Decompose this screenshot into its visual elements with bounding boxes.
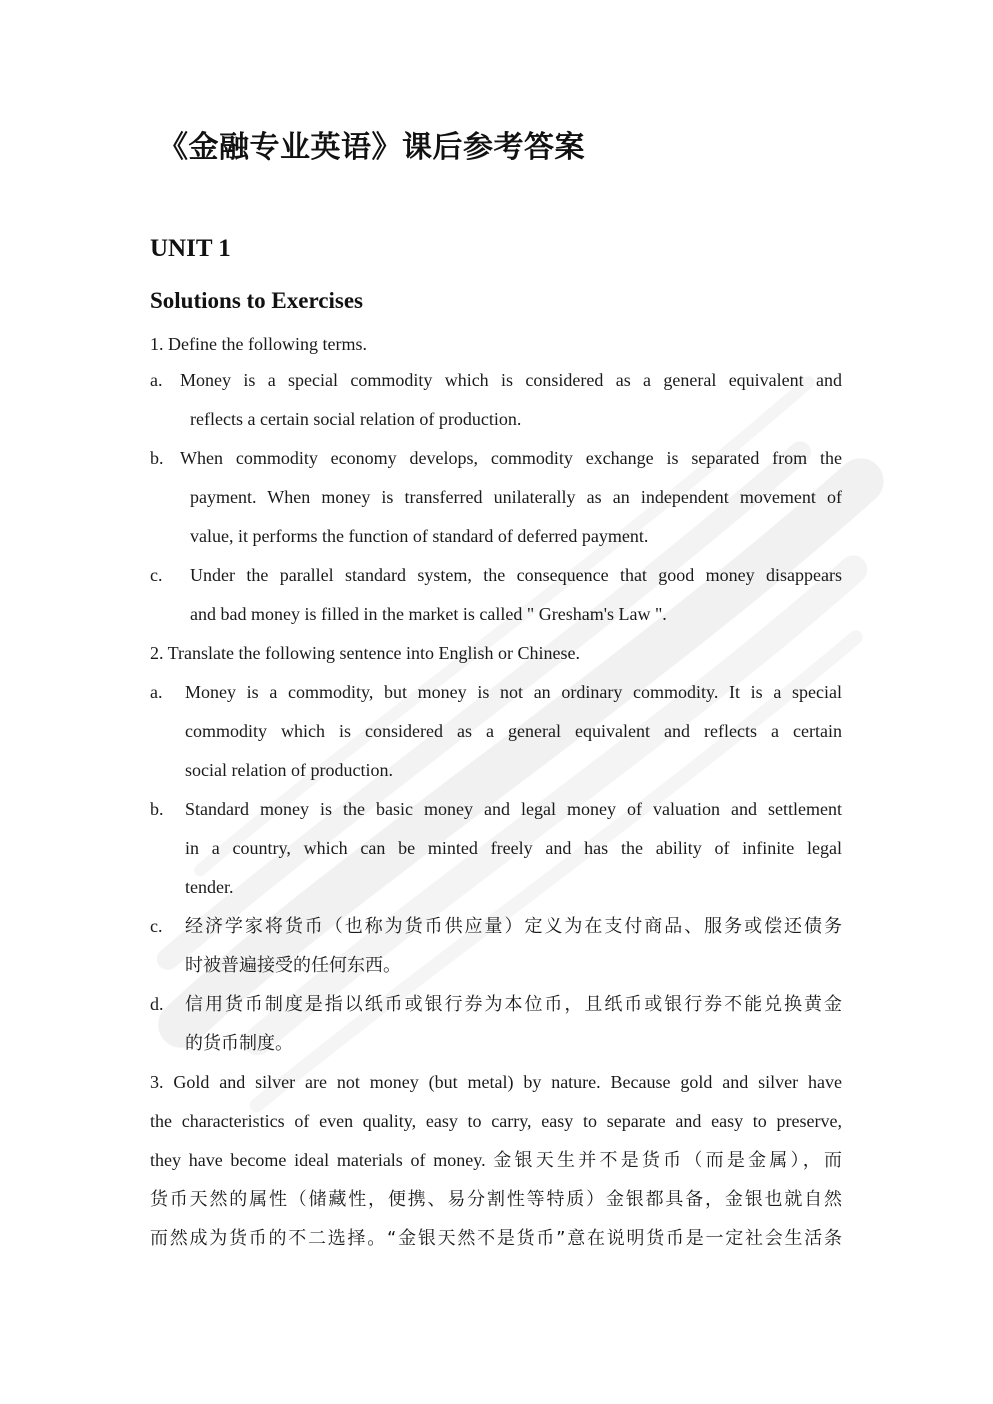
question-1-heading: 1. Define the following terms.: [150, 334, 367, 354]
q1-a-line-1: Money is a special commodity which is considered as a general equivalent and: [180, 370, 842, 390]
q3-line-2: the characteristics of even quality, easy to carry, easy to separate and easy to preserve,: [150, 1111, 842, 1131]
q2-a-line-1: Money is a commodity, but money is not an ordinary commodity. It is a special: [185, 682, 842, 702]
q1-b-line-3: value, it performs the function of standard of deferred payment.: [190, 526, 649, 546]
q3-line-4: 货币天然的属性（储藏性，便携、易分割性等特质）金银都具备，金银也就自然: [150, 1189, 842, 1210]
q2-d-line-1: 信用货币制度是指以纸币或银行券为本位币，且纸币或银行券不能兑换黄金: [185, 994, 842, 1015]
q3-line-1: 3. Gold and silver are not money (but metal) by nature. Because gold and silver have: [150, 1072, 842, 1092]
q2-d-line-2: 的货币制度。: [185, 1033, 293, 1054]
item-marker: b.: [150, 799, 164, 819]
q2-c-line-2: 时被普遍接受的任何东西。: [185, 955, 401, 976]
item-marker: a.: [150, 370, 163, 390]
q2-b-line-2: in a country, which can be minted freely and has the ability of infinite legal: [185, 838, 842, 858]
unit-heading: UNIT 1: [150, 235, 231, 262]
q3-line-3: they have become ideal materials of money. 金银天生并不是货币（而是金属），而: [150, 1150, 842, 1170]
q1-c-line-2: and bad money is filled in the market is called " Gresham's Law ".: [190, 604, 667, 624]
q2-c-line-1: 经济学家将货币（也称为货币供应量）定义为在支付商品、服务或偿还债务: [185, 916, 842, 937]
item-marker: a.: [150, 682, 163, 702]
q1-b-line-1: When commodity economy develops, commodity exchange is separated from the: [180, 448, 842, 468]
q2-b-line-3: tender.: [185, 877, 234, 897]
item-marker: b.: [150, 448, 164, 468]
document-title: 《金融专业英语》课后参考答案: [158, 130, 585, 165]
q1-a-line-2: reflects a certain social relation of production.: [190, 409, 522, 429]
question-2-heading: 2. Translate the following sentence into English or Chinese.: [150, 643, 580, 663]
q2-a-line-2: commodity which is considered as a general equivalent and reflects a certain: [185, 721, 842, 741]
item-marker: d.: [150, 994, 164, 1014]
q1-b-line-2: payment. When money is transferred unilaterally as an independent movement of: [190, 487, 842, 507]
item-marker: c.: [150, 565, 163, 585]
q1-c-line-1: Under the parallel standard system, the consequence that good money disappears: [190, 565, 842, 585]
q3-line-5: 而然成为货币的不二选择。“金银天然不是货币”意在说明货币是一定社会生活条: [150, 1228, 842, 1249]
item-marker: c.: [150, 916, 163, 936]
section-heading: Solutions to Exercises: [150, 288, 363, 313]
q2-b-line-1: Standard money is the basic money and legal money of valuation and settlement: [185, 799, 842, 819]
q2-a-line-3: social relation of production.: [185, 760, 393, 780]
